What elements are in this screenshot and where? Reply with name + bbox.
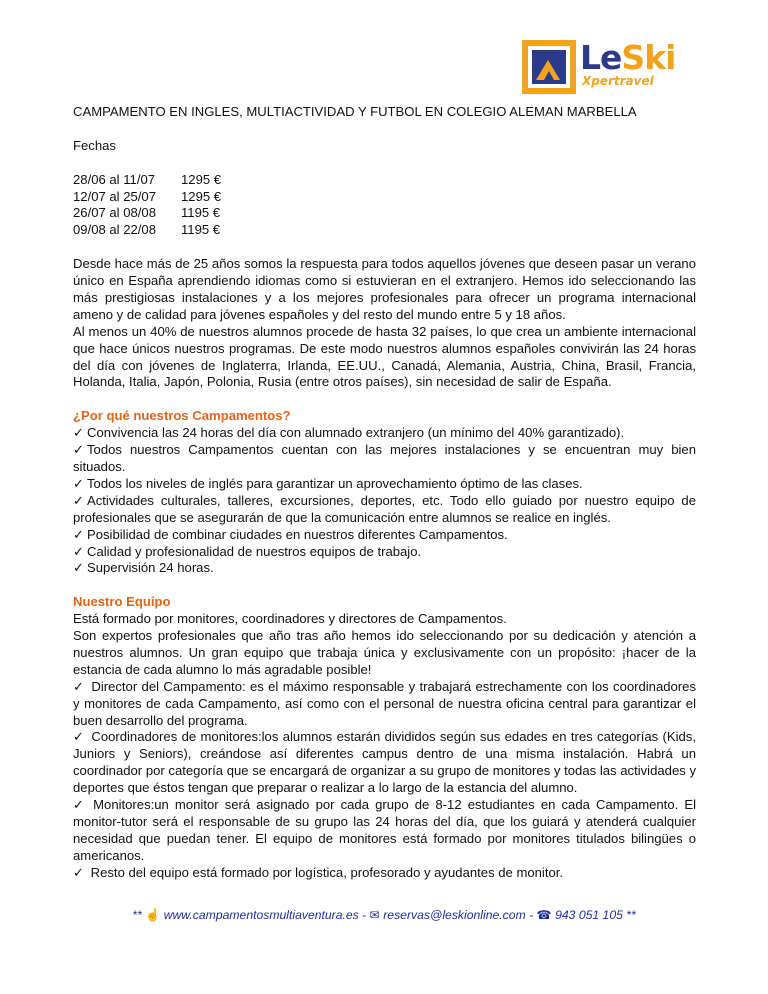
intro-paragraph: Desde hace más de 25 años somos la respuesta para todos aquellos jóvenes que deseen pasar un verano único en España aprendiendo idiomas como si estuvieran en el extranjero. Hemos ido seleccionando las más prestigiosas instalaciones y a los mejores profesionales para ofrecer un programa internacional ameno y de calidad para jóvenes españoles y del resto del mundo entre 5 y 18 años. [73, 256, 696, 322]
footer-website-link[interactable]: www.campamentosmultiaventura.es [163, 908, 359, 922]
logo-subtitle: Xpertravel [582, 74, 654, 88]
footer-phone: 943 051 105 [555, 908, 623, 922]
date-range: 26/07 al 08/08 [73, 205, 156, 221]
check-icon: ✓ [73, 729, 84, 745]
date-range: 09/08 al 22/08 [73, 222, 156, 238]
check-icon: ✓ [73, 425, 84, 441]
check-icon: ✓ [73, 864, 84, 880]
why-item: ✓ Convivencia las 24 horas del día con alumnado extranjero (un mínimo del 40% garantizado). [73, 425, 625, 441]
date-row [73, 205, 696, 222]
logo-wordmark: LeSki [580, 38, 676, 77]
team-paragraph: Está formado por monitores, coordinadores y directores de Campamentos. [73, 611, 507, 627]
date-range: 12/07 al 25/07 [73, 188, 156, 204]
date-price: 1295 € [181, 188, 222, 204]
why-item: ✓ Supervisión 24 horas. [73, 560, 214, 576]
check-icon: ✓ [73, 678, 84, 694]
team-item: ✓ Director del Campamento: es el máximo responsable y trabajará estrechamente con los coordinadores y monitores de cada Campamento, así como con el personal de nuestra oficina central para garantizar el buen desarrollo del programa. [73, 678, 697, 728]
footer-stars: ** [132, 908, 142, 922]
date-row [73, 172, 696, 189]
date-price: 1295 € [181, 171, 222, 187]
date-range: 28/06 al 11/07 [73, 171, 156, 187]
check-icon: ✓ [73, 492, 84, 508]
check-icon: ✓ [73, 797, 84, 813]
why-item: ✓ Actividades culturales, talleres, excursiones, deportes, etc. Todo ello guiado por nuestro equipo de profesionales que se asegurarán de que la comunicación entre alumnos se realice en inglés. [73, 492, 696, 525]
team-item: ✓ Resto del equipo está formado por logística, profesorado y ayudantes de monitor. [73, 864, 564, 880]
why-item: ✓ Todos nuestros Campamentos cuentan con las mejores instalaciones y se encuentran muy bien situados. [73, 442, 696, 474]
pointer-icon: ☝ [145, 908, 161, 922]
team-item: ✓ Monitores:un monitor será asignado por cada grupo de 8-12 estudiantes en cada Campamento. El monitor-tutor será el responsable de su grupo las 24 horas del día, que los guiará y atenderá cualquier necesidad que puedan tener. El equipo de monitores está formado por monitores titulados bilingües o americanos. [73, 797, 697, 863]
footer-stars: ** [626, 908, 636, 922]
mail-icon: ✉ [369, 908, 380, 922]
date-row [73, 189, 696, 206]
check-icon: ✓ [73, 526, 84, 542]
check-icon: ✓ [73, 560, 84, 576]
team-paragraph: Son expertos profesionales que año tras año hemos ido seleccionando por su dedicación y atención a nuestros alumnos. Un gran equipo que trabaja única y exclusivamente con un propósito: ¡hacer de la estancia de cada alumno lo más agradable posible! [73, 628, 696, 677]
team-item: ✓ Coordinadores de monitores:los alumnos estarán divididos según sus edades en tres categorías (Kids, Juniors y Seniors), creándose así diferentes campus dentro de una misma instalación. Habrá un coordinador por categoría que se encargará de organizar a su grupo de monitores y todas las actividades y deportes que éstos tengan que preparar o realizar a lo largo de la estancia del alumno. [73, 729, 696, 796]
why-heading: ¿Por qué nuestros Campamentos? [73, 408, 291, 424]
footer-email-link[interactable]: reservas@leskionline.com [383, 908, 526, 922]
date-price: 1195 € [181, 222, 221, 238]
page-footer: ** ☝ www.campamentosmultiaventura.es - ✉ reservas@leskionline.com - ☎ 943 051 105 ** [132, 908, 636, 922]
check-icon: ✓ [73, 475, 84, 491]
document-title: CAMPAMENTO EN INGLES, MULTIACTIVIDAD Y FUTBOL EN COLEGIO ALEMAN MARBELLA [73, 104, 637, 119]
logo-mountain-icon [522, 40, 578, 96]
date-price: 1195 € [181, 205, 221, 221]
fechas-label: Fechas [73, 137, 116, 153]
date-row [73, 222, 696, 239]
intro-paragraph: Al menos un 40% de nuestros alumnos procede de hasta 32 países, lo que crea un ambiente internacional que hace únicos nuestros programas. De este modo nuestros alumnos españoles convivirán las 24 horas del día con jóvenes de Inglaterra, Irlanda, EE.UU., Canadá, Alemania, Austria, China, Brasil, Francia, Holanda, Italia, Japón, Polonia, Rusia (entre otros países), sin necesidad de salir de España. [73, 323, 696, 390]
document-body [73, 104, 696, 882]
leski-logo [522, 38, 676, 96]
why-item: ✓ Todos los niveles de inglés para garantizar un aprovechamiento óptimo de las clases. [73, 475, 583, 491]
check-icon: ✓ [73, 543, 84, 559]
check-icon: ✓ [73, 442, 84, 458]
why-item: ✓ Posibilidad de combinar ciudades en nuestros diferentes Campamentos. [73, 526, 508, 542]
team-heading: Nuestro Equipo [73, 594, 171, 610]
dates-table [73, 172, 696, 240]
why-item: ✓ Calidad y profesionalidad de nuestros equipos de trabajo. [73, 543, 422, 559]
phone-icon: ☎ [536, 908, 552, 922]
